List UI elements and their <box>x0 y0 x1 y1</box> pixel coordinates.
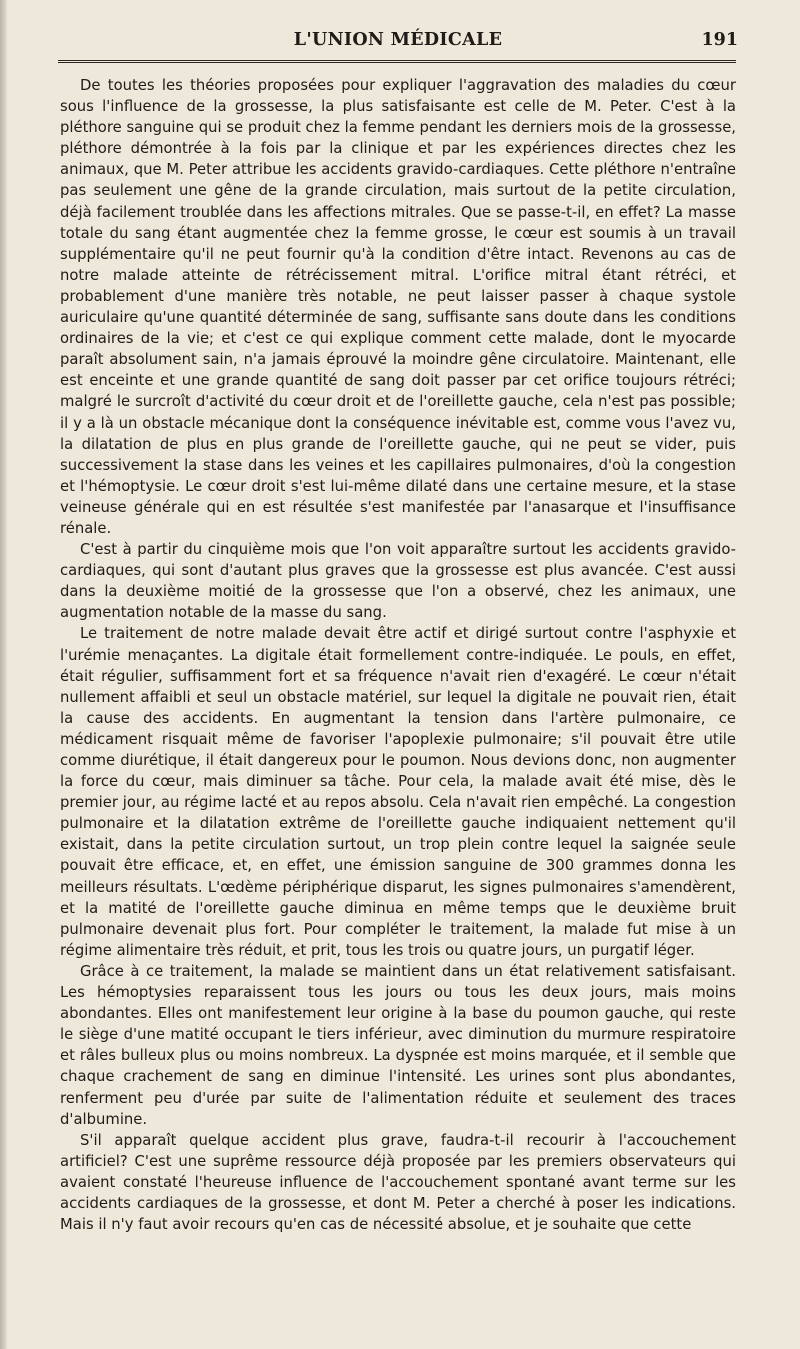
paragraph-2: C'est à partir du cinquième mois que l'on voit apparaître surtout les accidents gravido-cardiaques, qui sont d'autant plus graves que la grossesse est plus avancée. C'est aussi dans la deuxième moitié de la grossesse que l'on a observé, chez les animaux, une augmentation notable de la masse du sang. <box>60 541 736 622</box>
paragraph-3: Le traitement de notre malade devait être actif et dirigé surtout contre l'asphyxie et l'urémie menaçantes. La digitale était formellement contre-indiquée. Le pouls, en effet, était régulier, suffisamment fort et sa fréquence n'avait rien d'exagéré. Le cœur n'était nullement affaibli et seul un obstacle matériel, sur lequel la digitale ne pouvait rien, était la cause des accidents. En augmentant la tension dans l'artère pulmonaire, ce médicament risquait même de favoriser l'apoplexie pulmonaire; s'il pouvait être utile comme diurétique, il était dangereux pour le poumon. Nous devions donc, non augmenter la force du cœur, mais diminuer sa tâche. Pour cela, la malade avait été mise, dès le premier jour, au régime lacté et au repos absolu. Cela n'avait rien empêché. La congestion pulmonaire et la dilatation extrême de l'oreillette gauche indiquaient nettement qu'il existait, dans la petite circulation surtout, un trop plein contre lequel la saignée seule pouvait être efficace, et, en effet, une émission sanguine de 300 grammes donna les meilleurs résultats. L'œdème périphérique disparut, les signes pulmonaires s'amendèrent, et la matité de l'oreillette gauche diminua en même temps que le deuxième bruit pulmonaire devenait plus fort. Pour compléter le traitement, la malade fut mise à un régime alimentaire très réduit, et prit, tous les trois ou quatre jours, un purgatif léger. <box>60 625 736 959</box>
page-header <box>58 22 738 62</box>
paragraph-1: De toutes les théories proposées pour expliquer l'aggravation des maladies du cœur sous l'influence de la grossesse, la plus satisfaisante est celle de M. Peter. C'est à la pléthore sanguine qui se produit chez la femme pendant les derniers mois de la grossesse, pléthore démontrée à la fois par la clinique et par les expériences directes chez les animaux, que M. Peter attribue les accidents gravido-cardiaques. Cette pléthore n'entraîne pas seulement une gêne de la grande circulation, mais surtout de la petite circulation, déjà facilement troublée dans les affections mitrales. Que se passe-t-il, en effet? La masse totale du sang étant augmentée chez la femme grosse, le cœur est soumis à un travail supplémentaire qu'il ne peut fournir qu'à la condition d'être intact. Revenons au cas de notre malade atteinte de rétrécissement mitral. L'orifice mitral étant rétréci, et probablement d'une manière très notable, ne peut laisser passer à chaque systole auriculaire qu'une quantité déterminée de sang, suffisante sans doute dans les conditions ordinaires de la vie; et c'est ce qui explique comment cette malade, dont le myocarde paraît absolument sain, n'a jamais éprouvé la moindre gêne circulatoire. Maintenant, elle est enceinte et une grande quantité de sang doit passer par cet orifice toujours rétréci; malgré le surcroît d'activité du cœur droit et de l'oreillette gauche, cela n'est pas possible; il y a là un obstacle mécanique dont la conséquence inévitable est, comme vous l'avez vu, la dilatation de plus en plus grande de l'oreillette gauche, qui ne peut se vider, puis successivement la stase dans les veines et les capillaires pulmonaires, d'où la congestion et l'hémoptysie. Le cœur droit s'est lui-même dilaté dans une certaine mesure, et la stase veineuse générale qui en est résultée s'est manifestée par l'anasarque et l'insuffisance rénale. <box>60 77 736 537</box>
running-title: L'UNION MÉDICALE <box>293 30 503 50</box>
article-body <box>60 75 736 1235</box>
page-number: 191 <box>701 30 738 50</box>
paragraph-5: S'il apparaît quelque accident plus grave, faudra-t-il recourir à l'accouchement artificiel? C'est une suprême ressource déjà proposée par les premiers observateurs qui avaient constaté l'heureuse influence de l'accouchement spontané avant terme sur les accidents cardiaques de la grossesse, et dont M. Peter a cherché à poser les indications. Mais il n'y faut avoir recours qu'en cas de nécessité absolue, et je souhaite que cette <box>60 1131 736 1234</box>
header-rule <box>58 60 736 63</box>
paragraph-4: Grâce à ce traitement, la malade se maintient dans un état relativement satisfaisant. Les hémoptysies reparaissent tous les jours ou tous les deux jours, mais moins abondantes. Elles ont manifestement leur origine à la base du poumon gauche, qui reste le siège d'une matité occupant le tiers inférieur, avec diminution du murmure respiratoire et râles bulleux plus ou moins nombreux. La dyspnée est moins marquée, et il semble que chaque crachement de sang en diminue l'intensité. Les urines sont plus abondantes, renferment peu d'urée par suite de l'alimentation réduite et seulement des traces d'albumine. <box>60 962 736 1128</box>
page-edge-shadow <box>0 0 7 1349</box>
